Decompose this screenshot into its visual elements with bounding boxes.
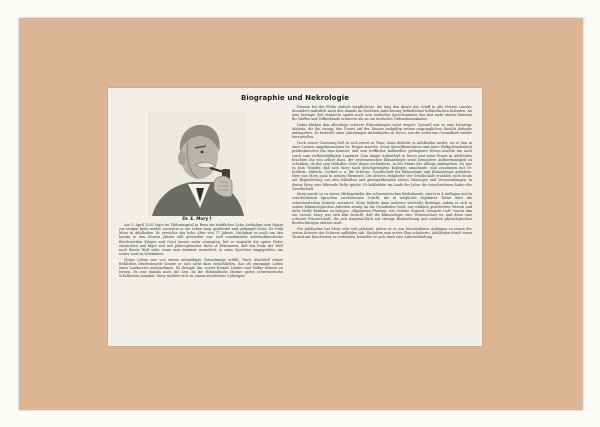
article-paragraph: Am 5. April 1933 legte im Viktoriaspital in Bern ein stiefiliches Schn Asekulaps sein Haupt zur ewigen Ruhe nieder, nachdem er ein Leben lang gearbeitet und gekämpft hatte: Dr. Emil Mory in Adelboden. Er erreichte das hohe Alter von 77 Jahren. Nachdem es auch um den herum in den letzten Jahren still geworden war, und zunehmende arteriosklerotische Beschwerden Körper und Geist immer mehr einengten, lief er majestät die spitze Feder entrinchen und fügte sich mit philosophischer Ruhe of Erkenntnis, daß das Ende der Welt nach dieser Welt naht, wenn man dereinst vernichtet, in seine Speichen eingegreifen, um seiner Lauf zu bestimmen. [119, 223, 283, 257]
newspaper-clipping [108, 88, 482, 346]
article-paragraph: Mory wurde so zu einem Mitbegründer der schweizerischen Bäderkunde, zuerst in 4 Auflagen und in verschiedenen Sprachen erschienenen Schrift, die in möglichst objektiver Weise über die schweizerischen Kurorte orientiert. Mory lieferte dann mehrere wertvolle Beiträge, indem er sich in seinen klimatologischen Arbeiten streng an die Grundsätze hielt, nur wirklich gesicherten Wissen und nicht bloße Reklame zu bringen. Allgemeine Phrasen, wie Schöne Gegend, Gesunde Luft" waren ihm ein Greuel. Mory war sich klar bewußt, daß die Klimatologie eine Wissenschaft ist, und dann eine schwere Wissenschaft, die sich hauptsächlich auf strenge Beobachtung und exakten physiologischen Beobachtungen stützen muß. [292, 192, 472, 226]
article-column-left [119, 223, 283, 338]
article-paragraph: Dienste bei der Flotte einfach verpflichtete, die lang den dienst das Schiff in alle Herren Länder, besonders natürlich nach den damals im höchsten Aufschwung befindlichen holländischen Kolonien. An jene bewegte Zeit erinnerte später noch sein ärztliches Sprechzimmer, das fast mehr einem Museum für Waffen und Völkerkunde erinnerte als an ein ärztliches Ordinationszimmer. [292, 105, 472, 122]
article-paragraph: Morys Leben war von einem unbändigen Tatendrange erfüllt. Nach Abschluß seiner fröhlichen Studentenzeit konnte er sich nicht dazu entschließen, das oft einsinnige Leben eines Landarztes aufzunehmen. Es drängte ihn, zuerst fremde Länder und Völker kennen zu lernen. Es war damals noch die Zeit, da die Holländische Marine gerne schweizerische Schiffsärzte annahm. Mory meldete sich zu einem mindestens 5-jährigen [119, 257, 283, 279]
portrait-caption: Dr. E. Mory † [182, 216, 212, 221]
article-column-right [292, 105, 472, 343]
page-title: Biographie und Nekrologie [240, 94, 350, 102]
article-paragraph: Für Adelboden hat Mory sehr viel geleistet, indem er es aus bescheidenen Anfängen zu einem der ersten Kurorte der Schweiz aufbilden sah. Nachdem sein erster Plan scheiterte, Adelboden durch einen Tunnel mit Kandersteg zu verbinden, bemühte er sich stark eine Autoverbindung [292, 226, 472, 240]
article-paragraph: Noch seiner Genesung ließ er sich zuerst in Thun, dann definitiv in Adelboden nieder, wo er den in einer Lawine umgekommenen Dr. Hegen ersetzte. Seine Sprechkenntnisse und seine Weltgebundenheit prädestinierten ihn zum Kurarzt, und sein trefflicher kultureller, gediegenes Wesen machte ihn auch rasch zum vielbeschäftigten Landarzt. Sein langer Aufenthalt in Davos und seine Praxis in Adelboden brachten ihn von selber dazu, der systematischen Klimatologie seine besondere Aufmerksamkeit zu schenken, da ihn sein lebhafter Geist daran verhinderte, in der Praxis des Alltags aufzugehen. Da war es kein Wunder, daß sich Mory nach gleichgesinnten Kollegen umschaute, und zusammen mit Dr. Kollwitz, Mülerle, Cottlett u. a. die Schweiz. Gesellschaft für Balneologie und Klimatologie gründete. Hier war Mory ganz in seinem Elemente. Die älteren Mitglieder der Gesellschaft erzählen noch heute mit Begeisterung von den lebhaften und geistsprühenden ersten Sitzungen und Versammlungen, in denen Mory eine führende Rolle spielte. Er bekleidete im Laufe der Jahre die verschiedenen Ämter der Gesellschaft. [292, 141, 472, 191]
portrait-illustration [148, 112, 246, 216]
article-paragraph: Dabei blieben ihm allerdings schwere Erkrankungen nicht erspart. Speziell war es eine bösartige Malaria, die ihn zwang, den Dienst auf der Marine endgültig seinen nugrunglichen Absicht definitiv aufzugeben. Es bedurfte einer jahrelangen Aufenthaltes in Davos, um die verlorene Gesundheit wieder herzustellen. [292, 123, 472, 140]
